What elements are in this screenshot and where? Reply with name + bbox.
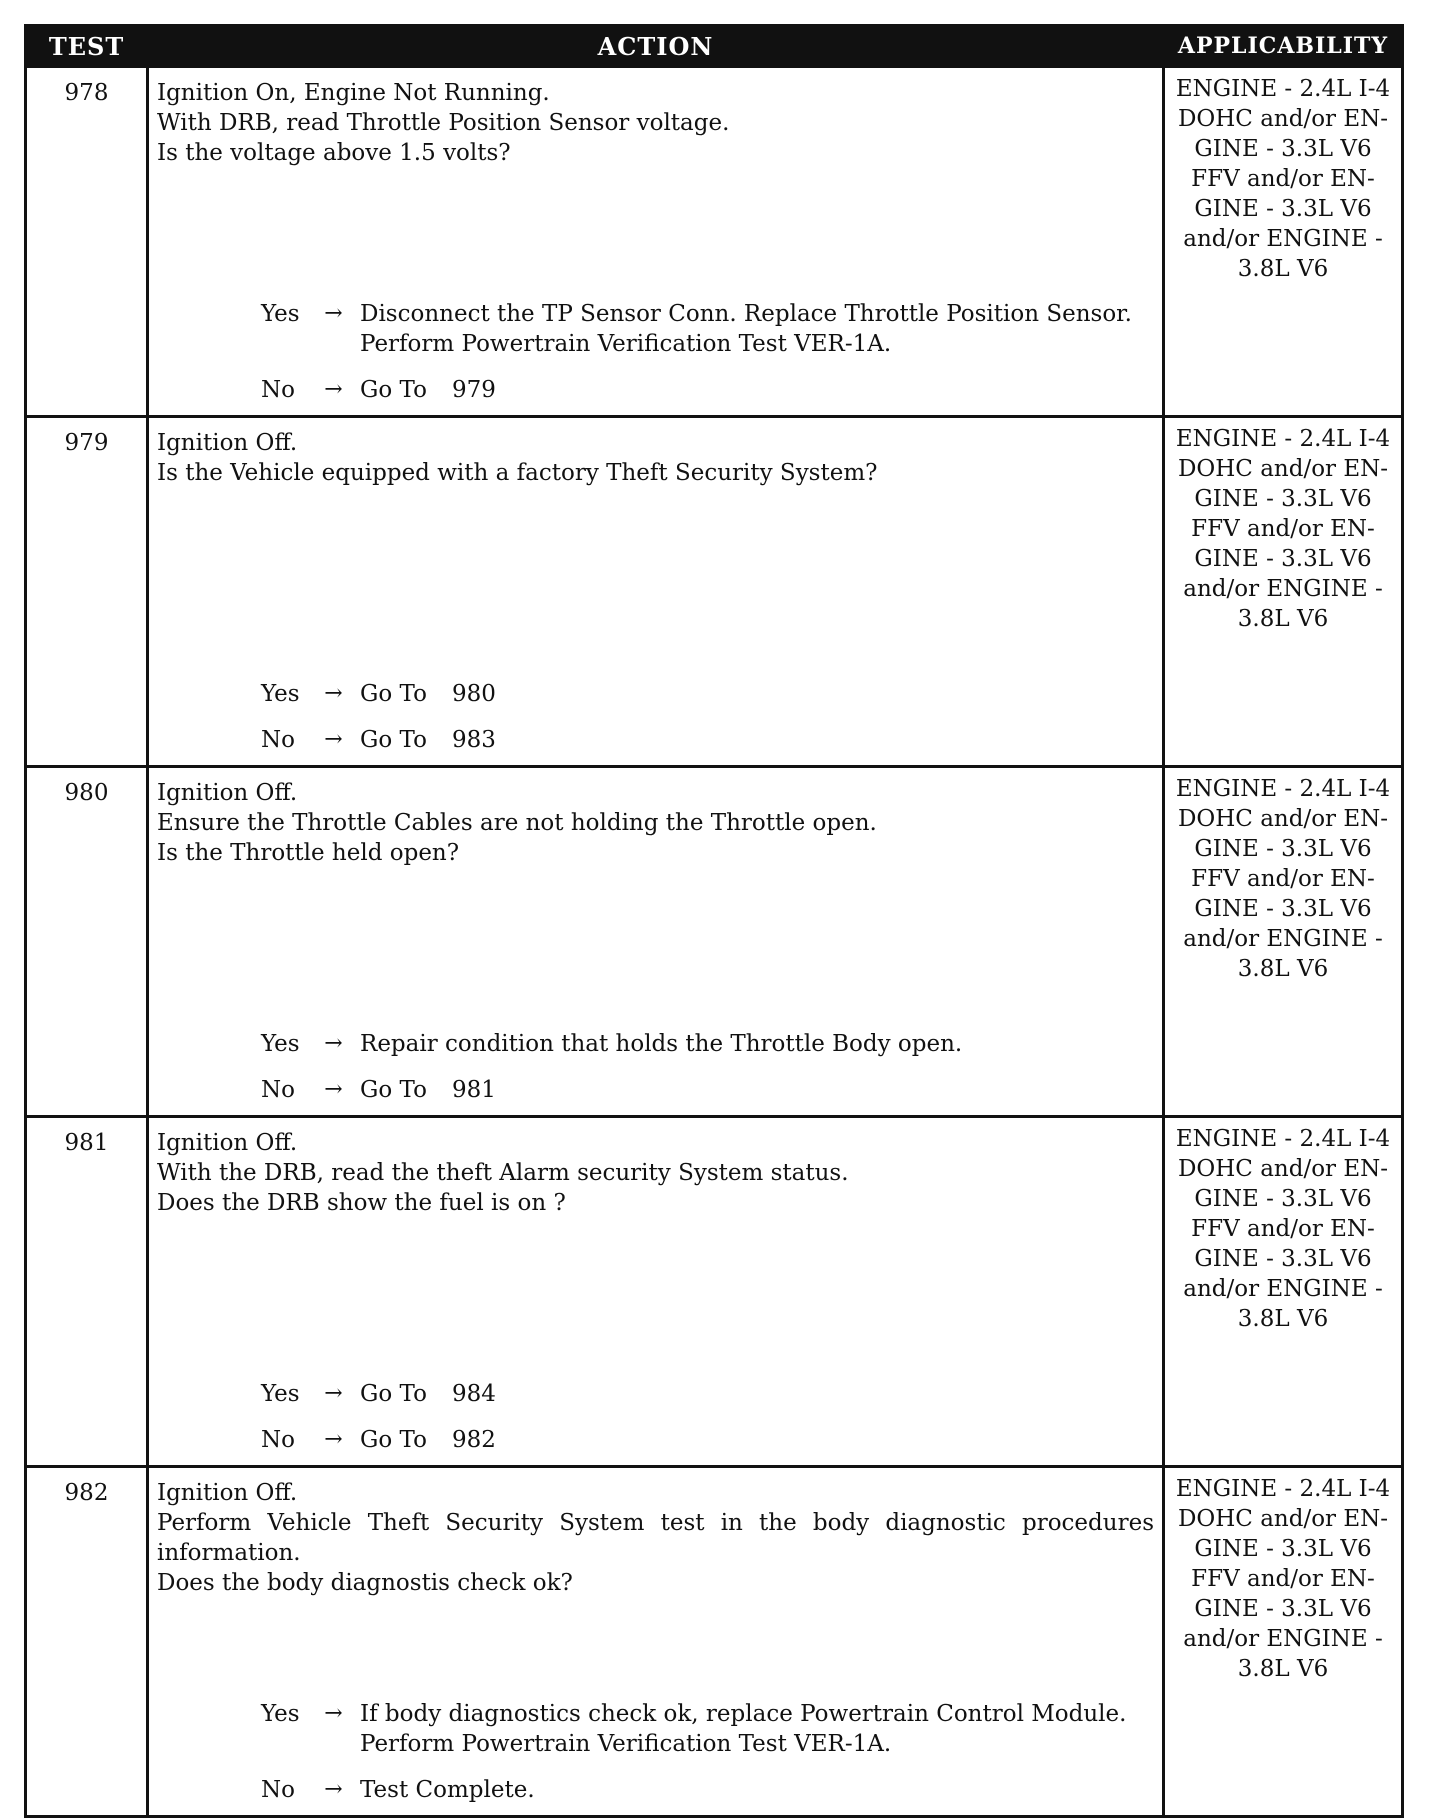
applicability-line: and/or ENGINE - — [1183, 576, 1383, 602]
no-result — [360, 375, 496, 405]
result-line: Perform Powertrain Verification Test VER-1A. — [360, 331, 892, 357]
test-number: 982 — [26, 1467, 148, 1817]
arrow-icon: → — [324, 681, 343, 706]
action-line: Does the DRB show the fuel is on ? — [157, 1190, 566, 1216]
yes-branch — [261, 679, 1158, 709]
action-cell — [148, 67, 1164, 417]
test-number: 980 — [26, 767, 148, 1117]
applicability-cell — [1164, 417, 1403, 767]
action-line: Ignition Off. — [157, 1480, 298, 1506]
applicability-line: GINE - 3.3L V6 — [1194, 1246, 1372, 1272]
applicability-line: DOHC and/or EN- — [1177, 1506, 1389, 1532]
header-applicability: APPLICABILITY — [1164, 26, 1403, 67]
action-instructions — [149, 768, 1162, 868]
applicability-line: and/or ENGINE - — [1183, 1276, 1383, 1302]
goto-label: Go To — [360, 1427, 427, 1453]
table-row — [26, 67, 1403, 417]
yes-branch — [261, 1379, 1158, 1409]
arrow-icon: → — [324, 1077, 343, 1102]
yes-branch — [261, 1699, 1158, 1759]
applicability-line: ENGINE - 2.4L I-4 — [1175, 1126, 1391, 1152]
yes-label: Yes — [261, 1031, 300, 1057]
arrow-icon: → — [324, 727, 343, 752]
yes-result — [360, 1379, 496, 1409]
table-row — [26, 1117, 1403, 1467]
action-instructions — [149, 1468, 1162, 1598]
applicability-line: GINE - 3.3L V6 — [1194, 1596, 1372, 1622]
goto-line — [360, 1379, 496, 1409]
yes-label: Yes — [261, 301, 300, 327]
applicability-line: GINE - 3.3L V6 — [1194, 896, 1372, 922]
no-label: No — [261, 727, 295, 753]
applicability-line: FFV and/or EN- — [1191, 866, 1375, 892]
header-test: TEST — [26, 26, 148, 67]
action-line: Is the Throttle held open? — [157, 840, 460, 866]
goto-target: 980 — [452, 681, 496, 707]
applicability-line: and/or ENGINE - — [1183, 226, 1383, 252]
action-line: Is the Vehicle equipped with a factory Theft Security System? — [157, 460, 878, 486]
no-branch — [261, 725, 1158, 755]
yes-result — [360, 1029, 962, 1059]
applicability-cell — [1164, 67, 1403, 417]
goto-line — [360, 725, 496, 755]
action-line: Ignition Off. — [157, 780, 298, 806]
result-line: Repair condition that holds the Throttle Body open. — [360, 1031, 963, 1057]
applicability-line: ENGINE - 2.4L I-4 — [1175, 76, 1391, 102]
applicability-cell — [1164, 767, 1403, 1117]
action-line: Ignition Off. — [157, 1130, 298, 1156]
yes-result — [360, 1699, 1126, 1759]
no-result — [360, 1425, 496, 1455]
test-rows — [26, 67, 1403, 1817]
no-branch — [261, 375, 1158, 405]
no-result — [360, 1075, 496, 1105]
no-result — [360, 725, 496, 755]
applicability-line: DOHC and/or EN- — [1177, 806, 1389, 832]
goto-target: 984 — [452, 1381, 496, 1407]
table-row — [26, 417, 1403, 767]
no-label: No — [261, 1077, 295, 1103]
no-branch — [261, 1075, 1158, 1105]
applicability-line: GINE - 3.3L V6 — [1194, 196, 1372, 222]
goto-target: 983 — [452, 727, 496, 753]
goto-line — [360, 679, 496, 709]
applicability-line: and/or ENGINE - — [1183, 1626, 1383, 1652]
arrow-icon: → — [324, 1701, 343, 1726]
applicability-line: GINE - 3.3L V6 — [1194, 486, 1372, 512]
goto-line — [360, 1425, 496, 1455]
result-line: Disconnect the TP Sensor Conn. Replace Throttle Position Sensor. — [360, 301, 1132, 327]
test-table — [24, 24, 1404, 1818]
action-instructions — [149, 68, 1162, 168]
action-cell — [148, 767, 1164, 1117]
result-line: Test Complete. — [360, 1777, 535, 1803]
action-line: Does the body diagnostis check ok? — [157, 1570, 573, 1596]
table-row — [26, 767, 1403, 1117]
goto-target: 982 — [452, 1427, 496, 1453]
action-cell — [148, 1117, 1164, 1467]
applicability-line: DOHC and/or EN- — [1177, 106, 1389, 132]
action-line: Ignition On, Engine Not Running. — [157, 80, 550, 106]
table-row — [26, 1467, 1403, 1817]
goto-target: 979 — [452, 377, 496, 403]
goto-label: Go To — [360, 377, 427, 403]
action-cell — [148, 417, 1164, 767]
arrow-icon: → — [324, 1427, 343, 1452]
goto-label: Go To — [360, 1381, 427, 1407]
applicability-cell — [1164, 1117, 1403, 1467]
applicability-cell — [1164, 1467, 1403, 1817]
test-number: 979 — [26, 417, 148, 767]
action-instructions — [149, 1118, 1162, 1218]
arrow-icon: → — [324, 377, 343, 402]
applicability-line: and/or ENGINE - — [1183, 926, 1383, 952]
applicability-line: 3.8L V6 — [1237, 256, 1329, 282]
action-line: Ignition Off. — [157, 430, 298, 456]
action-line: With DRB, read Throttle Position Sensor voltage. — [157, 110, 730, 136]
no-branch — [261, 1425, 1158, 1455]
applicability-line: GINE - 3.3L V6 — [1194, 136, 1372, 162]
applicability-line: 3.8L V6 — [1237, 956, 1329, 982]
applicability-line: ENGINE - 2.4L I-4 — [1175, 426, 1391, 452]
action-cell — [148, 1467, 1164, 1817]
table-header-row — [26, 26, 1403, 67]
yes-label: Yes — [261, 1381, 300, 1407]
result-line: If body diagnostics check ok, replace Powertrain Control Module. — [360, 1701, 1127, 1727]
applicability-line: FFV and/or EN- — [1191, 516, 1375, 542]
arrow-icon: → — [324, 1777, 343, 1802]
yes-branch — [261, 299, 1158, 359]
no-branch — [261, 1775, 1158, 1805]
applicability-line: 3.8L V6 — [1237, 606, 1329, 632]
applicability-line: DOHC and/or EN- — [1177, 1156, 1389, 1182]
applicability-line: ENGINE - 2.4L I-4 — [1175, 776, 1391, 802]
goto-target: 981 — [452, 1077, 496, 1103]
applicability-line: ENGINE - 2.4L I-4 — [1175, 1476, 1391, 1502]
no-label: No — [261, 1777, 295, 1803]
yes-result — [360, 299, 1132, 359]
applicability-line: 3.8L V6 — [1237, 1656, 1329, 1682]
no-label: No — [261, 377, 295, 403]
arrow-icon: → — [324, 1031, 343, 1056]
action-line: Is the voltage above 1.5 volts? — [157, 140, 511, 166]
applicability-line: GINE - 3.3L V6 — [1194, 546, 1372, 572]
applicability-line: FFV and/or EN- — [1191, 1566, 1375, 1592]
yes-label: Yes — [261, 1701, 300, 1727]
goto-line — [360, 1075, 496, 1105]
yes-label: Yes — [261, 681, 300, 707]
goto-line — [360, 375, 496, 405]
applicability-line: 3.8L V6 — [1237, 1306, 1329, 1332]
applicability-line: FFV and/or EN- — [1191, 166, 1375, 192]
yes-result — [360, 679, 496, 709]
goto-label: Go To — [360, 681, 427, 707]
action-instructions — [149, 418, 1162, 488]
result-line: Perform Powertrain Verification Test VER-1A. — [360, 1731, 892, 1757]
applicability-line: FFV and/or EN- — [1191, 1216, 1375, 1242]
applicability-line: GINE - 3.3L V6 — [1194, 836, 1372, 862]
applicability-line: DOHC and/or EN- — [1177, 456, 1389, 482]
goto-label: Go To — [360, 727, 427, 753]
no-result — [360, 1775, 535, 1805]
action-line: information. — [157, 1540, 301, 1566]
no-label: No — [261, 1427, 295, 1453]
action-line: Ensure the Throttle Cables are not holding the Throttle open. — [157, 810, 877, 836]
action-line: With the DRB, read the theft Alarm security System status. — [157, 1160, 849, 1186]
goto-label: Go To — [360, 1077, 427, 1103]
diagnostic-test-sheet — [24, 24, 1401, 1803]
applicability-line: GINE - 3.3L V6 — [1194, 1536, 1372, 1562]
yes-branch — [261, 1029, 1158, 1059]
test-number: 981 — [26, 1117, 148, 1467]
action-line: Perform Vehicle Theft Security System test in the body diagnostic procedures — [157, 1510, 1154, 1536]
arrow-icon: → — [324, 1381, 343, 1406]
test-number: 978 — [26, 67, 148, 417]
applicability-line: GINE - 3.3L V6 — [1194, 1186, 1372, 1212]
arrow-icon: → — [324, 301, 343, 326]
header-action: ACTION — [148, 26, 1164, 67]
